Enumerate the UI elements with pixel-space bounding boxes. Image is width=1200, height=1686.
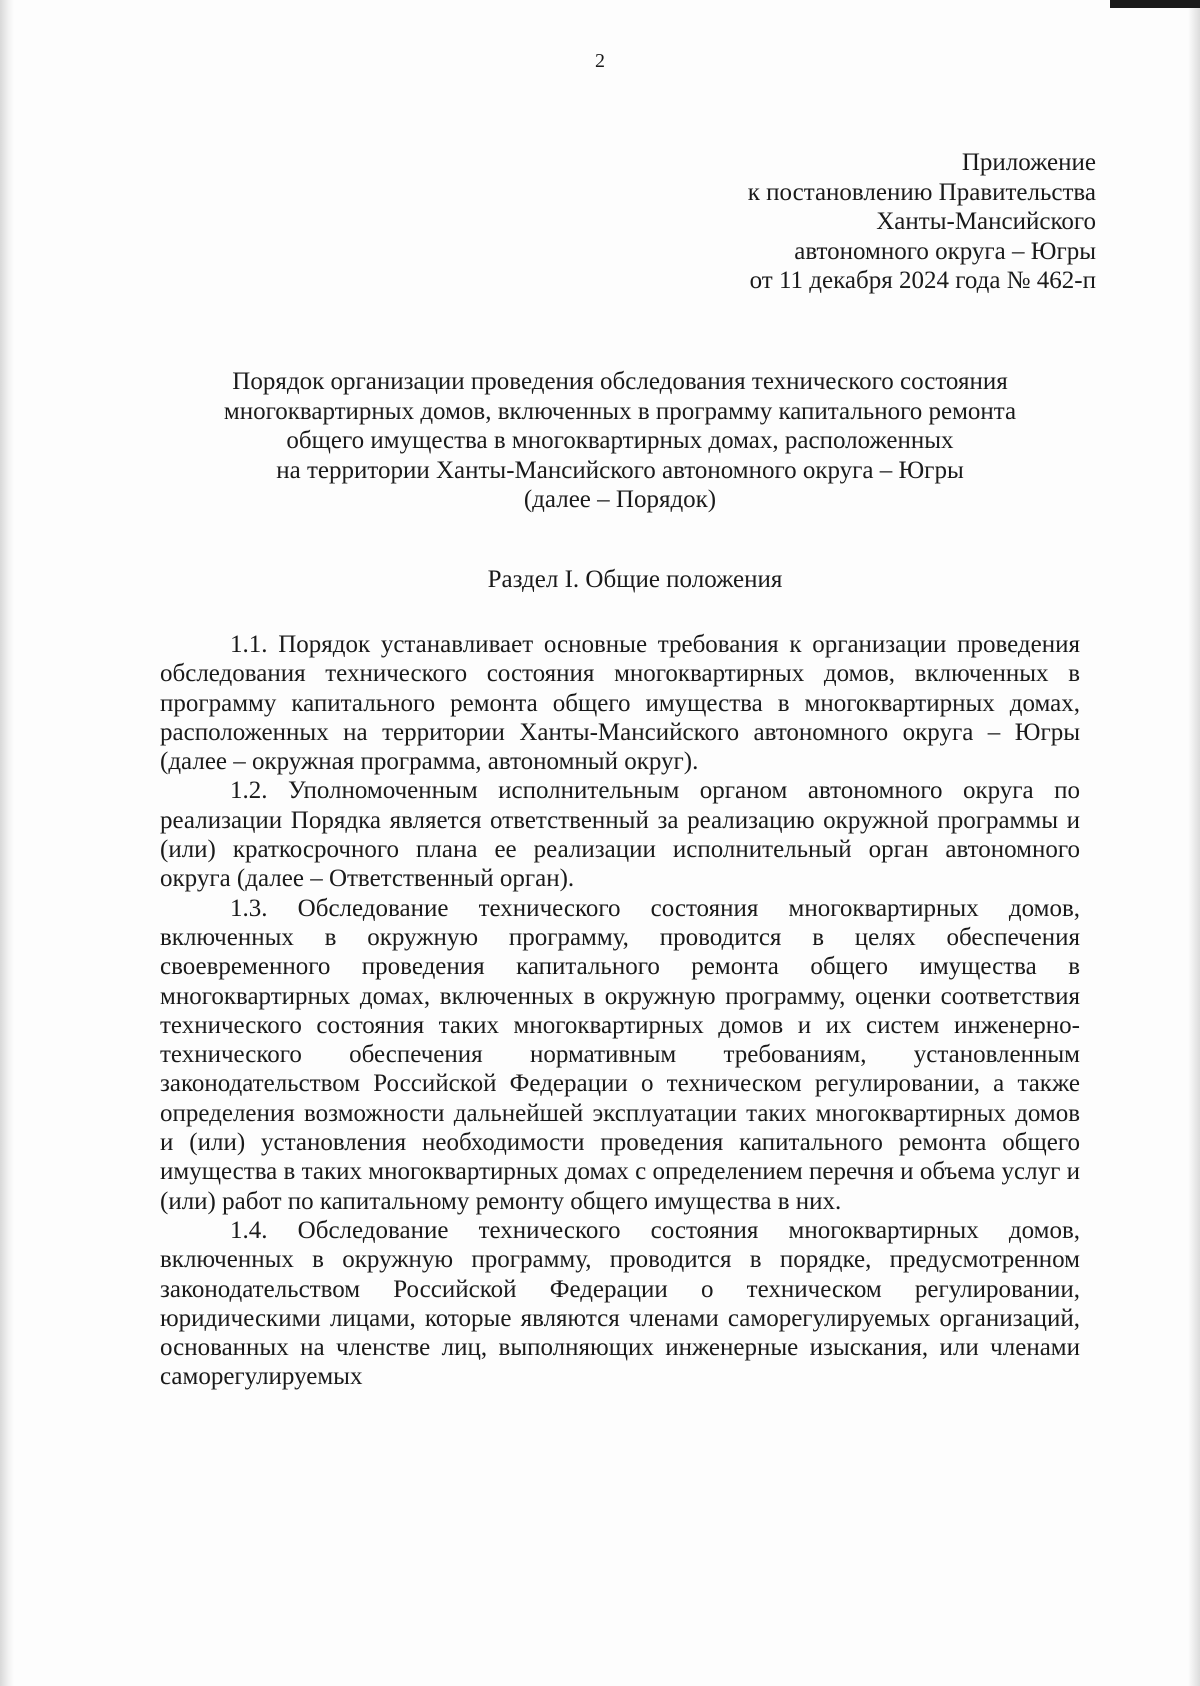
section-heading: Раздел I. Общие положения <box>487 566 783 593</box>
title-line: (далее – Порядок) <box>523 486 717 513</box>
appendix-line: к постановлению Правительства <box>747 178 1096 206</box>
title-line: Порядок организации проведения обследования технического состояния <box>232 368 1008 395</box>
appendix-line: Ханты-Мансийского <box>876 208 1096 235</box>
appendix-line: автономного округа – Югры <box>794 237 1096 265</box>
page-number: 2 <box>595 50 605 72</box>
appendix-block <box>536 148 1096 296</box>
body-text <box>160 630 1080 1392</box>
appendix-line: Приложение <box>961 149 1096 176</box>
paragraph-1-2: 1.2. Уполномоченным исполнительным органом автономного округа по реализации Порядка является ответственный за реализацию окружной программы и (или) краткосрочного плана ее реализации исполнительный орган автономного округа (далее – Ответственный орган). <box>160 777 1080 893</box>
scan-corner-mark <box>1110 0 1200 8</box>
title-line: общего имущества в многоквартирных домах, расположенных <box>286 427 954 454</box>
paragraph-1-4: 1.4. Обследование технического состояния многоквартирных домов, включенных в окружную программу, проводится в порядке, предусмотренном законодательством Российской Федерации о техническом регулировании, юридическими лицами, которые являются членами саморегулируемых организаций, основанных на членстве лиц, выполняющих инженерные изыскания, или членами саморегулируемых <box>160 1216 1080 1391</box>
appendix-date-line: от 11 декабря 2024 года № 462-п <box>749 267 1096 294</box>
scan-edge-right <box>1188 0 1200 1686</box>
paragraph-1-1: 1.1. Порядок устанавливает основные требования к организации проведения обследования технического состояния многоквартирных домов, включенных в программу капитального ремонта общего имущества в многоквартирных домах, расположенных на территории Ханты-Мансийского автономного округа – Югры (далее – окружная программа, автономный округ). <box>160 631 1080 776</box>
document-title <box>150 367 1090 515</box>
paragraph-1-3: 1.3. Обследование технического состояния многоквартирных домов, включенных в окружную программу, проводится в целях обеспечения своевременного проведения капитального ремонта общего имущества в многоквартирных домах, включенных в окружную программу, оценки соответствия технического состояния таких многоквартирных домов и их систем инженерно-технического обеспечения нормативным требованиям, установленным законодательством Российской Федерации о техническом регулировании, а также определения возможности дальнейшей эксплуатации таких многоквартирных домов и (или) установления необходимости проведения капитального ремонта общего имущества в таких многоквартирных домах с определением перечня и объема услуг и (или) работ по капитальному ремонту общего имущества в них. <box>160 894 1080 1215</box>
title-line: на территории Ханты-Мансийского автономного округа – Югры <box>276 456 964 484</box>
title-line: многоквартирных домов, включенных в программу капитального ремонта <box>223 397 1017 425</box>
scan-edge-left <box>0 0 14 1686</box>
